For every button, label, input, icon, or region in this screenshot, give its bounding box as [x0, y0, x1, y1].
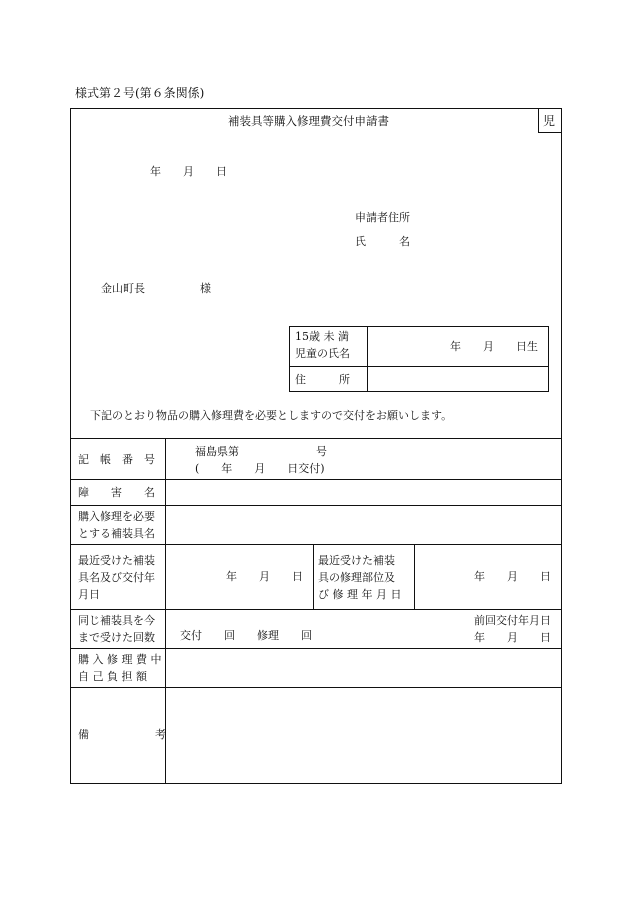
child-birth-date: 年 月 日生 [450, 340, 538, 353]
self-pay-amount-label: 購 入 修 理 費 中 自 己 負 担 額 [78, 653, 162, 683]
device-name-label: 購入修理を必要 とする補装具名 [78, 510, 155, 540]
recent-device-date: 年 月 日 [226, 570, 303, 583]
applicant-address-label: 申請者住所 [355, 211, 410, 224]
child-name-label: 15歳 未 満 児童の氏名 [295, 330, 350, 360]
ledger-number-label: 記 帳 番 号 [78, 453, 155, 466]
application-date: 年 月 日 [150, 165, 227, 178]
ledger-number-value: 福島県第 号 ( 年 月 日交付) [195, 445, 327, 475]
addressee: 金山町長 様 [101, 282, 211, 295]
corner-mark: 児 [543, 114, 556, 128]
form-label: 様式第２号(第６条関係) [75, 86, 205, 100]
recent-repair-date: 年 月 日 [474, 570, 551, 583]
previous-delivery-date: 前回交付年月日 年 月 日 [474, 614, 551, 644]
disability-name-label: 障 害 名 [78, 486, 155, 499]
request-text: 下記のとおり物品の購入修理費を必要としますので交付をお願いします。 [90, 409, 453, 422]
receipt-count-value: 交付 回 修理 回 [180, 629, 312, 642]
form-title: 補装具等購入修理費交付申請書 [228, 114, 389, 128]
applicant-name-label: 氏 名 [355, 235, 410, 248]
receipt-count-label: 同じ補装具を今 まで受けた回数 [78, 614, 155, 644]
remarks-label: 備 考 [78, 728, 166, 741]
recent-device-label: 最近受けた補装 具名及び交付年 月日 [78, 554, 155, 601]
recent-repair-label: 最近受けた補装 具の修理部位及 び 修 理 年 月 日 [318, 554, 402, 601]
child-address-label: 住 所 [295, 373, 350, 386]
